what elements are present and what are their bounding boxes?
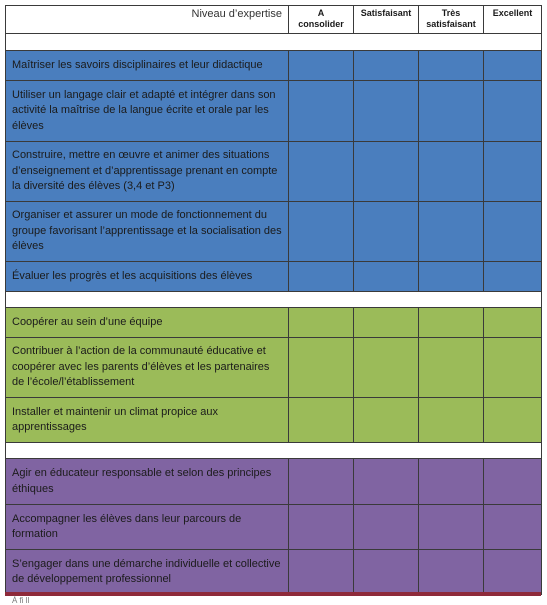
header-row — [6, 6, 542, 34]
rating-cell[interactable] — [419, 51, 484, 81]
rating-cell[interactable] — [484, 505, 542, 550]
separator-row — [6, 34, 542, 51]
rating-cell[interactable] — [419, 308, 484, 338]
rating-cell[interactable] — [419, 459, 484, 505]
rating-cell[interactable] — [289, 51, 354, 81]
rating-cell[interactable] — [354, 398, 419, 443]
competency-row — [6, 262, 542, 292]
competency-row — [6, 459, 542, 505]
competency-row — [6, 202, 542, 262]
competency-label: Agir en éducateur responsable et selon des principes éthiques — [6, 459, 289, 505]
rating-cell[interactable] — [484, 262, 542, 292]
rating-cell[interactable] — [354, 459, 419, 505]
competency-label: Accompagner les élèves dans leur parcours de formation — [6, 505, 289, 550]
rating-cell[interactable] — [354, 505, 419, 550]
rating-cell[interactable] — [354, 550, 419, 595]
rating-cell[interactable] — [354, 142, 419, 202]
competency-row — [6, 51, 542, 81]
competency-row — [6, 550, 542, 595]
competency-label: S’engager dans une démarche individuelle et collective de développement professionnel — [6, 550, 289, 595]
rating-cell[interactable] — [484, 398, 542, 443]
competency-label: Installer et maintenir un climat propice aux apprentissages — [6, 398, 289, 443]
competency-label: Coopérer au sein d’une équipe — [6, 308, 289, 338]
rating-cell[interactable] — [289, 142, 354, 202]
rating-cell[interactable] — [419, 550, 484, 595]
separator-row — [6, 292, 542, 308]
rating-cell[interactable] — [354, 308, 419, 338]
rating-cell[interactable] — [289, 81, 354, 142]
rating-cell[interactable] — [289, 459, 354, 505]
competency-label: Utiliser un langage clair et adapté et intégrer dans son activité la maîtrise de la langue écrite et orale par les élèves — [6, 81, 289, 142]
rating-cell[interactable] — [354, 202, 419, 262]
rating-cell[interactable] — [419, 202, 484, 262]
rating-cell[interactable] — [484, 459, 542, 505]
rating-cell[interactable] — [419, 398, 484, 443]
rating-cell[interactable] — [289, 505, 354, 550]
separator-row — [6, 443, 542, 459]
rating-cell[interactable] — [354, 338, 419, 398]
level-satisfaisant: Satisfaisant — [354, 6, 419, 34]
competency-label: Évaluer les progrès et les acquisitions des élèves — [6, 262, 289, 292]
competency-label: Contribuer à l’action de la communauté éducative et coopérer avec les parents d’élèves et les partenaires de l’école/l’établissement — [6, 338, 289, 398]
rating-cell[interactable] — [419, 338, 484, 398]
rating-cell[interactable] — [289, 550, 354, 595]
rating-cell[interactable] — [289, 338, 354, 398]
competency-row — [6, 398, 542, 443]
competency-row — [6, 81, 542, 142]
level-a-consolider: A consolider — [289, 6, 354, 34]
rating-cell[interactable] — [289, 308, 354, 338]
rating-cell[interactable] — [419, 81, 484, 142]
competency-row — [6, 338, 542, 398]
bottom-rule — [5, 592, 541, 596]
rating-cell[interactable] — [484, 81, 542, 142]
competency-label: Maîtriser les savoirs disciplinaires et leur didactique — [6, 51, 289, 81]
competency-row — [6, 308, 542, 338]
competency-row — [6, 142, 542, 202]
competency-label: Organiser et assurer un mode de fonctionnement du groupe favorisant l’apprentissage et la socialisation des élèves — [6, 202, 289, 262]
level-excellent: Excellent — [484, 6, 542, 34]
rating-cell[interactable] — [484, 338, 542, 398]
competency-label: Construire, mettre en œuvre et animer des situations d’enseignement et d’apprentissage prenant en compte la diversité des élèves (3,4 et P3) — [6, 142, 289, 202]
rating-cell[interactable] — [354, 81, 419, 142]
rating-cell[interactable] — [484, 51, 542, 81]
rating-cell[interactable] — [484, 142, 542, 202]
rating-cell[interactable] — [419, 142, 484, 202]
rating-cell[interactable] — [419, 505, 484, 550]
rating-cell[interactable] — [419, 262, 484, 292]
level-tres-satisfaisant: Très satisfaisant — [419, 6, 484, 34]
rating-cell[interactable] — [354, 262, 419, 292]
rating-cell[interactable] — [289, 262, 354, 292]
rating-cell[interactable] — [354, 51, 419, 81]
rating-cell[interactable] — [289, 398, 354, 443]
expertise-grid — [5, 5, 542, 595]
rating-cell[interactable] — [484, 550, 542, 595]
footer-fragment: À fi ll — [12, 596, 30, 605]
rating-cell[interactable] — [484, 202, 542, 262]
rating-cell[interactable] — [484, 308, 542, 338]
expertise-level-label: Niveau d’expertise — [6, 6, 289, 34]
rating-cell[interactable] — [289, 202, 354, 262]
competency-row — [6, 505, 542, 550]
